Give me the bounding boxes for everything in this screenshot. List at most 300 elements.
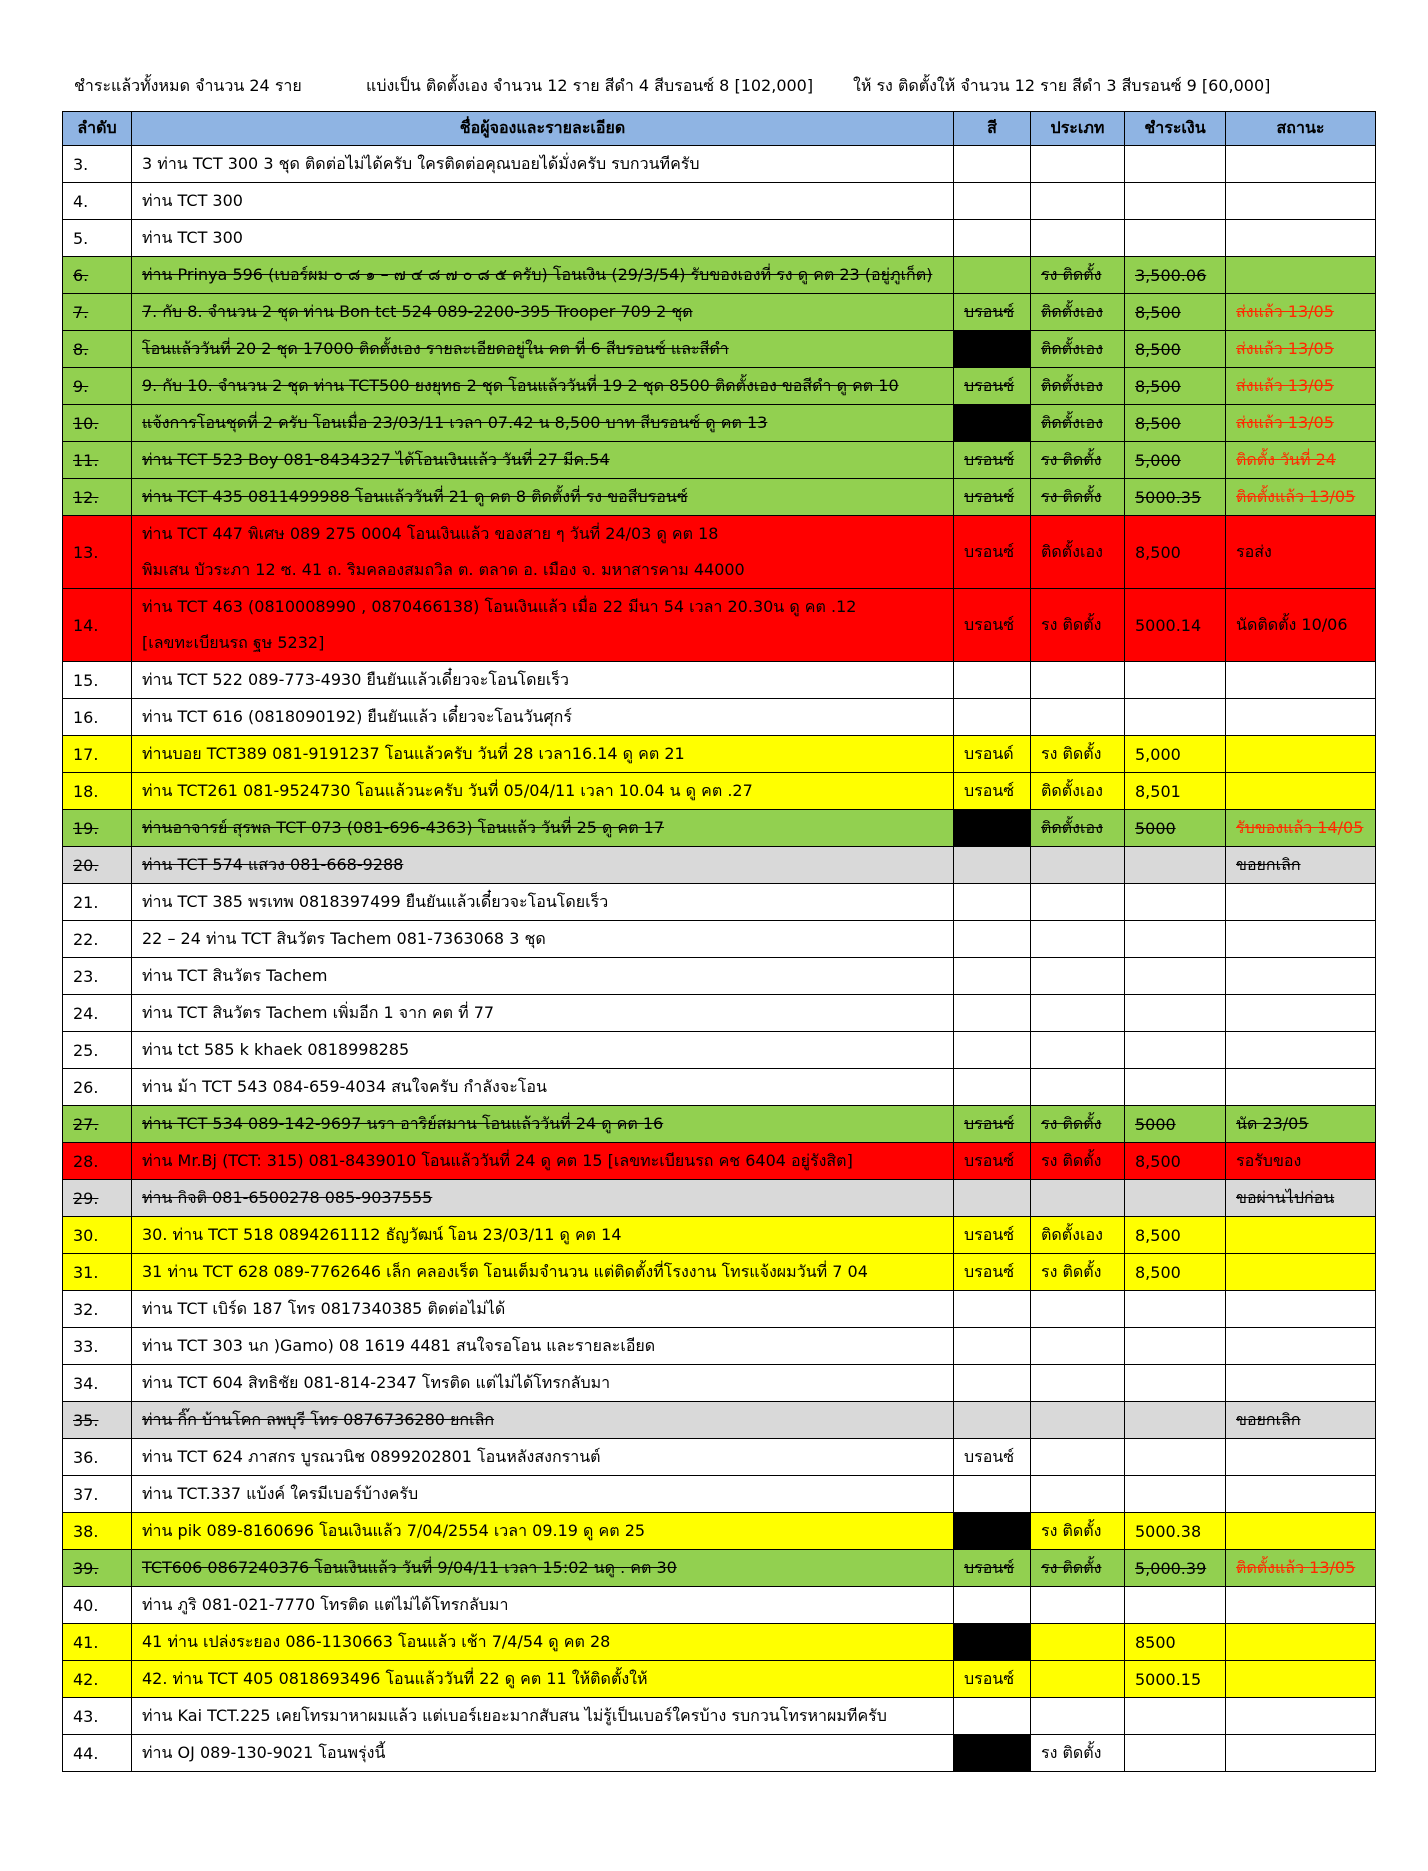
cell-type <box>1031 1661 1125 1698</box>
cell-pay <box>1125 1587 1226 1624</box>
table-row <box>63 884 1376 921</box>
cell-color <box>954 146 1031 183</box>
cell-color: บรอนซ์ <box>954 1550 1031 1587</box>
table-row <box>63 1069 1376 1106</box>
cell-desc-line: 42. ท่าน TCT 405 0818693496 โอนแล้ววันที่ 22 ดู คต 11 ให้ติดตั้งให้ <box>142 1669 648 1688</box>
cell-color <box>954 995 1031 1032</box>
cell-no: 25. <box>63 1032 132 1069</box>
cell-no: 21. <box>63 884 132 921</box>
table-row <box>63 1217 1376 1254</box>
cell-desc-line: โอนแล้ววันที่ 20 2 ชุด 17000 ติดตั้งเอง รายละเอียดอยู่ใน คต ที่ 6 สีบรอนซ์ และสีดำ <box>142 339 729 358</box>
cell-type <box>1031 220 1125 257</box>
header-type: ประเภท <box>1031 112 1125 146</box>
cell-no: 28. <box>63 1143 132 1180</box>
cell-type <box>1031 1365 1125 1402</box>
cell-color <box>954 662 1031 699</box>
cell-desc-line: ท่าน TCT 616 (0818090192) ยืนยันแล้ว เดี๋ยวจะโอนวันศุกร์ <box>142 707 572 726</box>
cell-status <box>1226 995 1376 1032</box>
cell-desc <box>132 1624 954 1661</box>
cell-desc-line: ท่าน Mr.Bj (TCT: 315) 081-8439010 โอนแล้ววันที่ 24 ดู คต 15 [เลขทะเบียนรถ คช 6404 อยู่รังสิต] <box>142 1151 853 1170</box>
cell-no: 10. <box>63 405 132 442</box>
cell-no: 31. <box>63 1254 132 1291</box>
cell-desc <box>132 921 954 958</box>
table-row <box>63 921 1376 958</box>
table-row <box>63 294 1376 331</box>
cell-desc <box>132 810 954 847</box>
cell-desc-line: ท่าน ม้า TCT 543 084-659-4034 สนใจครับ กำลังจะโอน <box>142 1077 547 1096</box>
cell-desc-line: 9. กับ 10. จำนวน 2 ชุด ท่าน TCT500 ยงยุทธ 2 ชุด โอนแล้ววันที่ 19 2 ชุด 8500 ติดตั้งเอง ขอสีดำ ดู คต 10 <box>142 376 899 395</box>
cell-desc-line: ท่าน Kai TCT.225 เคยโทรมาหาผมแล้ว แต่เบอร์เยอะมากสับสน ไม่รู้เป็นเบอร์ใครบ้าง รบกวนโทรหาผมทีครับ <box>142 1706 887 1725</box>
cell-pay: 8,500 <box>1125 368 1226 405</box>
summary-shop-install: ให้ รง ติดตั้งให้ จำนวน 12 ราย สีดำ 3 สีบรอนซ์ 9 [60,000] <box>853 76 1271 95</box>
cell-desc <box>132 1698 954 1735</box>
cell-no: 5. <box>63 220 132 257</box>
cell-pay: 8,500 <box>1125 331 1226 368</box>
cell-pay <box>1125 1328 1226 1365</box>
cell-pay: 8,500 <box>1125 516 1226 589</box>
table-row <box>63 958 1376 995</box>
table-row <box>63 1550 1376 1587</box>
cell-type <box>1031 1402 1125 1439</box>
cell-status: รอรับของ <box>1226 1143 1376 1180</box>
cell-pay: 8,500 <box>1125 294 1226 331</box>
cell-pay: 5,000 <box>1125 736 1226 773</box>
cell-type: รง ติดตั้ง <box>1031 736 1125 773</box>
cell-type: รง ติดตั้ง <box>1031 589 1125 662</box>
cell-desc <box>132 884 954 921</box>
cell-desc-line: ท่าน TCT 447 พิเศษ 089 275 0004 โอนเงินแล้ว ของสาย ๆ วันที่ 24/03 ดู คต 18 <box>142 524 719 543</box>
cell-no: 27. <box>63 1106 132 1143</box>
cell-color <box>954 1476 1031 1513</box>
cell-status <box>1226 1735 1376 1772</box>
cell-type: ติดตั้งเอง <box>1031 331 1125 368</box>
cell-desc-line: ท่าน ภูริ 081-021-7770 โทรติด แต่ไม่ได้โทรกลับมา <box>142 1595 509 1614</box>
table-row <box>63 699 1376 736</box>
cell-status <box>1226 1032 1376 1069</box>
table-row <box>63 1513 1376 1550</box>
cell-status: ติดตั้ง วันที่ 24 <box>1226 442 1376 479</box>
cell-status <box>1226 884 1376 921</box>
table-row <box>63 1328 1376 1365</box>
cell-pay <box>1125 1698 1226 1735</box>
cell-status <box>1226 183 1376 220</box>
cell-color: บรอนซ์ <box>954 1439 1031 1476</box>
cell-color: บรอนซ์ <box>954 1661 1031 1698</box>
cell-status <box>1226 1439 1376 1476</box>
cell-desc <box>132 958 954 995</box>
table-row <box>63 1143 1376 1180</box>
cell-status <box>1226 1365 1376 1402</box>
cell-type: ติดตั้งเอง <box>1031 368 1125 405</box>
cell-pay: 8,500 <box>1125 405 1226 442</box>
header-color: สี <box>954 112 1031 146</box>
summary-line <box>74 74 1368 96</box>
cell-color <box>954 958 1031 995</box>
cell-no: 30. <box>63 1217 132 1254</box>
cell-color <box>954 1698 1031 1735</box>
cell-color <box>954 1624 1031 1661</box>
cell-status: นัดติดตั้ง 10/06 <box>1226 589 1376 662</box>
cell-type <box>1031 1624 1125 1661</box>
cell-desc-line: แจ้งการโอนชุดที่ 2 ครับ โอนเมื่อ 23/03/11 เวลา 07.42 น 8,500 บาท สีบรอนซ์ ดู คต 13 <box>142 413 768 432</box>
table-row <box>63 589 1376 662</box>
cell-pay: 5,000 <box>1125 442 1226 479</box>
cell-desc-line: ท่าน TCT.337 แบ้งค์ ใครมีเบอร์บ้างครับ <box>142 1484 419 1503</box>
cell-type <box>1031 1476 1125 1513</box>
cell-pay <box>1125 847 1226 884</box>
cell-desc <box>132 1180 954 1217</box>
table-row <box>63 1587 1376 1624</box>
cell-pay <box>1125 146 1226 183</box>
cell-color <box>954 1402 1031 1439</box>
table-row <box>63 146 1376 183</box>
cell-status <box>1226 146 1376 183</box>
table-row <box>63 1735 1376 1772</box>
cell-status <box>1226 1328 1376 1365</box>
cell-desc <box>132 589 954 662</box>
table-row <box>63 995 1376 1032</box>
cell-pay <box>1125 1735 1226 1772</box>
cell-desc-line: 31 ท่าน TCT 628 089-7762646 เล็ก คลองเร็ต โอนเต็มจำนวน แต่ติดตั้งที่โรงงาน โทรแจ้งผมวันที่ 7 04 <box>142 1262 868 1281</box>
cell-color: บรอนซ์ <box>954 294 1031 331</box>
table-row <box>63 1476 1376 1513</box>
cell-desc-line: ท่าน TCT 303 นก )Gamo) 08 1619 4481 สนใจรอโอน และรายละเอียด <box>142 1336 656 1355</box>
cell-no: 40. <box>63 1587 132 1624</box>
cell-desc-line: ท่าน TCT สินวัตร Tachem <box>142 966 328 985</box>
cell-no: 6. <box>63 257 132 294</box>
cell-color <box>954 1291 1031 1328</box>
cell-type: ติดตั้งเอง <box>1031 810 1125 847</box>
cell-status: รอส่ง <box>1226 516 1376 589</box>
cell-desc-line: ท่าน tct 585 k khaek 0818998285 <box>142 1040 410 1059</box>
cell-pay <box>1125 1032 1226 1069</box>
cell-no: 35. <box>63 1402 132 1439</box>
cell-status: ส่งแล้ว 13/05 <box>1226 368 1376 405</box>
cell-pay: 5000 <box>1125 810 1226 847</box>
cell-desc-line: ท่าน TCT 300 <box>142 191 243 210</box>
cell-type <box>1031 183 1125 220</box>
cell-desc <box>132 220 954 257</box>
cell-no: 22. <box>63 921 132 958</box>
booking-table <box>62 111 1376 1772</box>
cell-no: 37. <box>63 1476 132 1513</box>
cell-pay: 3,500.06 <box>1125 257 1226 294</box>
cell-type <box>1031 1587 1125 1624</box>
cell-status: นัด 23/05 <box>1226 1106 1376 1143</box>
summary-self-install: แบ่งเป็น ติดตั้งเอง จำนวน 12 ราย สีดำ 4 สีบรอนซ์ 8 [102,000] <box>366 76 814 95</box>
cell-pay <box>1125 995 1226 1032</box>
cell-no: 19. <box>63 810 132 847</box>
cell-status <box>1226 1661 1376 1698</box>
cell-desc <box>132 368 954 405</box>
cell-desc <box>132 1439 954 1476</box>
cell-color <box>954 810 1031 847</box>
cell-type: รง ติดตั้ง <box>1031 1254 1125 1291</box>
cell-desc <box>132 1587 954 1624</box>
cell-status <box>1226 921 1376 958</box>
cell-desc <box>132 1365 954 1402</box>
cell-type <box>1031 699 1125 736</box>
table-row <box>63 1254 1376 1291</box>
cell-type <box>1031 958 1125 995</box>
cell-desc <box>132 1735 954 1772</box>
cell-no: 8. <box>63 331 132 368</box>
cell-desc <box>132 294 954 331</box>
cell-desc <box>132 1328 954 1365</box>
cell-status <box>1226 257 1376 294</box>
cell-type: รง ติดตั้ง <box>1031 1550 1125 1587</box>
cell-desc <box>132 1291 954 1328</box>
table-row <box>63 368 1376 405</box>
cell-type <box>1031 921 1125 958</box>
cell-desc <box>132 183 954 220</box>
cell-status: ติดตั้งแล้ว 13/05 <box>1226 479 1376 516</box>
cell-no: 9. <box>63 368 132 405</box>
cell-type <box>1031 884 1125 921</box>
cell-status <box>1226 958 1376 995</box>
cell-type <box>1031 995 1125 1032</box>
cell-status: รับของแล้ว 14/05 <box>1226 810 1376 847</box>
cell-color <box>954 331 1031 368</box>
cell-type: ติดตั้งเอง <box>1031 773 1125 810</box>
table-row <box>63 736 1376 773</box>
cell-desc <box>132 847 954 884</box>
cell-no: 7. <box>63 294 132 331</box>
cell-status <box>1226 1069 1376 1106</box>
cell-color: บรอนด์ <box>954 736 1031 773</box>
cell-color <box>954 847 1031 884</box>
cell-color <box>954 699 1031 736</box>
cell-pay <box>1125 699 1226 736</box>
cell-type <box>1031 146 1125 183</box>
cell-type: รง ติดตั้ง <box>1031 1143 1125 1180</box>
cell-type: รง ติดตั้ง <box>1031 257 1125 294</box>
cell-status <box>1226 1291 1376 1328</box>
cell-status: ขอยกเลิก <box>1226 847 1376 884</box>
cell-status <box>1226 1513 1376 1550</box>
cell-pay: 5000.15 <box>1125 1661 1226 1698</box>
cell-type: ติดตั้งเอง <box>1031 294 1125 331</box>
cell-color: บรอนซ์ <box>954 368 1031 405</box>
cell-desc <box>132 773 954 810</box>
table-row <box>63 1032 1376 1069</box>
cell-color <box>954 884 1031 921</box>
cell-no: 18. <box>63 773 132 810</box>
cell-pay: 8,500 <box>1125 1143 1226 1180</box>
cell-status <box>1226 1698 1376 1735</box>
table-row <box>63 1402 1376 1439</box>
cell-status <box>1226 1476 1376 1513</box>
cell-pay: 5,000.39 <box>1125 1550 1226 1587</box>
cell-type: รง ติดตั้ง <box>1031 1735 1125 1772</box>
cell-no: 43. <box>63 1698 132 1735</box>
cell-status <box>1226 662 1376 699</box>
cell-pay <box>1125 1180 1226 1217</box>
cell-desc <box>132 331 954 368</box>
cell-pay <box>1125 921 1226 958</box>
table-row <box>63 1291 1376 1328</box>
cell-color <box>954 1587 1031 1624</box>
table-row <box>63 220 1376 257</box>
cell-pay <box>1125 220 1226 257</box>
cell-desc-line: ท่าน TCT 624 ภาสกร บูรณวนิช 0899202801 โอนหลังสงกรานต์ <box>142 1447 601 1466</box>
cell-pay: 5000.38 <box>1125 1513 1226 1550</box>
cell-desc-line: TCT606 0867240376 โอนเงินแล้ว วันที่ 9/04/11 เวลา 15:02 นดู . คต 30 <box>142 1558 677 1577</box>
cell-no: 34. <box>63 1365 132 1402</box>
cell-type <box>1031 847 1125 884</box>
cell-color <box>954 257 1031 294</box>
cell-pay: 5000.14 <box>1125 589 1226 662</box>
cell-desc <box>132 405 954 442</box>
cell-status: ส่งแล้ว 13/05 <box>1226 331 1376 368</box>
cell-no: 14. <box>63 589 132 662</box>
cell-status: ติดตั้งแล้ว 13/05 <box>1226 1550 1376 1587</box>
table-row <box>63 1365 1376 1402</box>
cell-pay: 5000.35 <box>1125 479 1226 516</box>
cell-pay <box>1125 958 1226 995</box>
cell-desc-line: ท่าน กิจติ 081-6500278 085-9037555 <box>142 1188 433 1207</box>
cell-desc-line: ท่าน TCT 574 แสวง 081-668-9288 <box>142 855 404 874</box>
cell-color: บรอนซ์ <box>954 1143 1031 1180</box>
cell-type: รง ติดตั้ง <box>1031 1106 1125 1143</box>
cell-no: 15. <box>63 662 132 699</box>
cell-desc-line: ท่าน TCT สินวัตร Tachem เพิ่มอีก 1 จาก คต ที่ 77 <box>142 1003 495 1022</box>
cell-desc-line: ท่าน OJ 089-130-9021 โอนพรุ่งนี้ <box>142 1743 386 1762</box>
table-row <box>63 810 1376 847</box>
cell-type <box>1031 1698 1125 1735</box>
cell-pay <box>1125 183 1226 220</box>
cell-pay: 8500 <box>1125 1624 1226 1661</box>
cell-status <box>1226 1624 1376 1661</box>
cell-color: บรอนซ์ <box>954 479 1031 516</box>
cell-desc-line: ท่าน TCT เบิร์ด 187 โทร 0817340385 ติดต่อไม่ได้ <box>142 1299 506 1318</box>
cell-status: ส่งแล้ว 13/05 <box>1226 294 1376 331</box>
cell-no: 26. <box>63 1069 132 1106</box>
cell-color: บรอนซ์ <box>954 442 1031 479</box>
summary-paid-total: ชำระแล้วทั้งหมด จำนวน 24 ราย <box>74 76 302 95</box>
cell-no: 36. <box>63 1439 132 1476</box>
cell-pay: 5000 <box>1125 1106 1226 1143</box>
cell-pay <box>1125 884 1226 921</box>
table-row <box>63 1180 1376 1217</box>
header-pay: ชำระเงิน <box>1125 112 1226 146</box>
cell-type: รง ติดตั้ง <box>1031 442 1125 479</box>
cell-no: 20. <box>63 847 132 884</box>
cell-desc <box>132 257 954 294</box>
cell-color <box>954 921 1031 958</box>
cell-status: ขอผ่านไปก่อน <box>1226 1180 1376 1217</box>
cell-status <box>1226 1217 1376 1254</box>
cell-type: รง ติดตั้ง <box>1031 1513 1125 1550</box>
cell-desc <box>132 516 954 589</box>
cell-no: 13. <box>63 516 132 589</box>
table-body <box>63 146 1376 1772</box>
cell-no: 3. <box>63 146 132 183</box>
cell-no: 12. <box>63 479 132 516</box>
cell-desc-line-2: [เลขทะเบียนรถ ฐษ 5232] <box>142 633 325 652</box>
cell-pay: 8,500 <box>1125 1254 1226 1291</box>
cell-desc <box>132 1476 954 1513</box>
cell-desc-line: ท่าน TCT 463 (0810008990 , 0870466138) โอนเงินแล้ว เมื่อ 22 มีนา 54 เวลา 20.30น ดู คต .12 <box>142 597 857 616</box>
table-row <box>63 516 1376 589</box>
cell-desc <box>132 1217 954 1254</box>
cell-pay <box>1125 1476 1226 1513</box>
table-row <box>63 1106 1376 1143</box>
cell-type: รง ติดตั้ง <box>1031 479 1125 516</box>
cell-pay: 8,501 <box>1125 773 1226 810</box>
cell-no: 32. <box>63 1291 132 1328</box>
table-row <box>63 1439 1376 1476</box>
cell-desc <box>132 736 954 773</box>
cell-desc-line: ท่าน TCT 300 <box>142 228 243 247</box>
cell-type <box>1031 1069 1125 1106</box>
cell-no: 17. <box>63 736 132 773</box>
cell-status <box>1226 1587 1376 1624</box>
cell-desc <box>132 1106 954 1143</box>
cell-no: 41. <box>63 1624 132 1661</box>
cell-no: 16. <box>63 699 132 736</box>
cell-color: บรอนซ์ <box>954 1254 1031 1291</box>
cell-no: 33. <box>63 1328 132 1365</box>
cell-type: ติดตั้งเอง <box>1031 1217 1125 1254</box>
cell-color <box>954 1365 1031 1402</box>
cell-desc-line: ท่าน กิ๊ก บ้านโคก ลพบุรี โทร 0876736280 ยกเลิก <box>142 1410 495 1429</box>
cell-status <box>1226 220 1376 257</box>
cell-color: บรอนซ์ <box>954 589 1031 662</box>
cell-no: 29. <box>63 1180 132 1217</box>
cell-desc <box>132 1402 954 1439</box>
cell-desc-line: ท่าน TCT 435 0811499988 โอนแล้ววันที่ 21 ดู คต 8 ติดตั้งที่ รง ขอสีบรอนซ์ <box>142 487 688 506</box>
cell-type <box>1031 1180 1125 1217</box>
cell-color <box>954 1180 1031 1217</box>
cell-type: ติดตั้งเอง <box>1031 516 1125 589</box>
cell-no: 44. <box>63 1735 132 1772</box>
cell-desc <box>132 1143 954 1180</box>
cell-color <box>954 183 1031 220</box>
cell-no: 11. <box>63 442 132 479</box>
cell-color <box>954 1328 1031 1365</box>
cell-type <box>1031 1291 1125 1328</box>
cell-desc-line: 22 – 24 ท่าน TCT สินวัตร Tachem 081-7363068 3 ชุด <box>142 929 546 948</box>
cell-status: ขอยกเลิก <box>1226 1402 1376 1439</box>
cell-desc-line: ท่าน TCT 523 Boy 081-8434327 ได้โอนเงินแล้ว วันที่ 27 มีค.54 <box>142 450 610 469</box>
cell-desc-line-2: พิมเสน บัวระภา 12 ซ. 41 ถ. ริมคลองสมถวิล ต. ตลาด อ. เมือง จ. มหาสารคาม 44000 <box>142 560 745 579</box>
cell-color: บรอนซ์ <box>954 1106 1031 1143</box>
cell-type <box>1031 1328 1125 1365</box>
cell-desc <box>132 1550 954 1587</box>
cell-desc-line: 7. กับ 8. จำนวน 2 ชุด ท่าน Bon tct 524 089-2200-395 Trooper 709 2 ชุด <box>142 302 693 321</box>
table-row <box>63 405 1376 442</box>
cell-no: 23. <box>63 958 132 995</box>
cell-type <box>1031 1032 1125 1069</box>
cell-desc <box>132 1661 954 1698</box>
cell-status <box>1226 699 1376 736</box>
cell-desc <box>132 1513 954 1550</box>
cell-color: บรอนซ์ <box>954 773 1031 810</box>
cell-color: บรอนซ์ <box>954 1217 1031 1254</box>
cell-desc-line: ท่าน TCT 604 สิทธิชัย 081-814-2347 โทรติด แต่ไม่ได้โทรกลับมา <box>142 1373 611 1392</box>
cell-desc <box>132 479 954 516</box>
cell-pay <box>1125 1365 1226 1402</box>
header-status: สถานะ <box>1226 112 1376 146</box>
header-desc: ชื่อผู้จองและรายละเอียด <box>132 112 954 146</box>
cell-desc-line: ท่านบอย TCT389 081-9191237 โอนแล้วครับ วันที่ 28 เวลา16.14 ดู คต 21 <box>142 744 685 763</box>
cell-color <box>954 220 1031 257</box>
cell-desc <box>132 662 954 699</box>
cell-desc-line: ท่าน TCT 385 พรเทพ 0818397499 ยืนยันแล้วเดี๋ยวจะโอนโดยเร็ว <box>142 892 609 911</box>
cell-desc-line: ท่าน TCT 534 089-142-9697 นรา อาริย์สมาน โอนแล้ววันที่ 24 ดู คต 16 <box>142 1114 664 1133</box>
cell-desc <box>132 1069 954 1106</box>
